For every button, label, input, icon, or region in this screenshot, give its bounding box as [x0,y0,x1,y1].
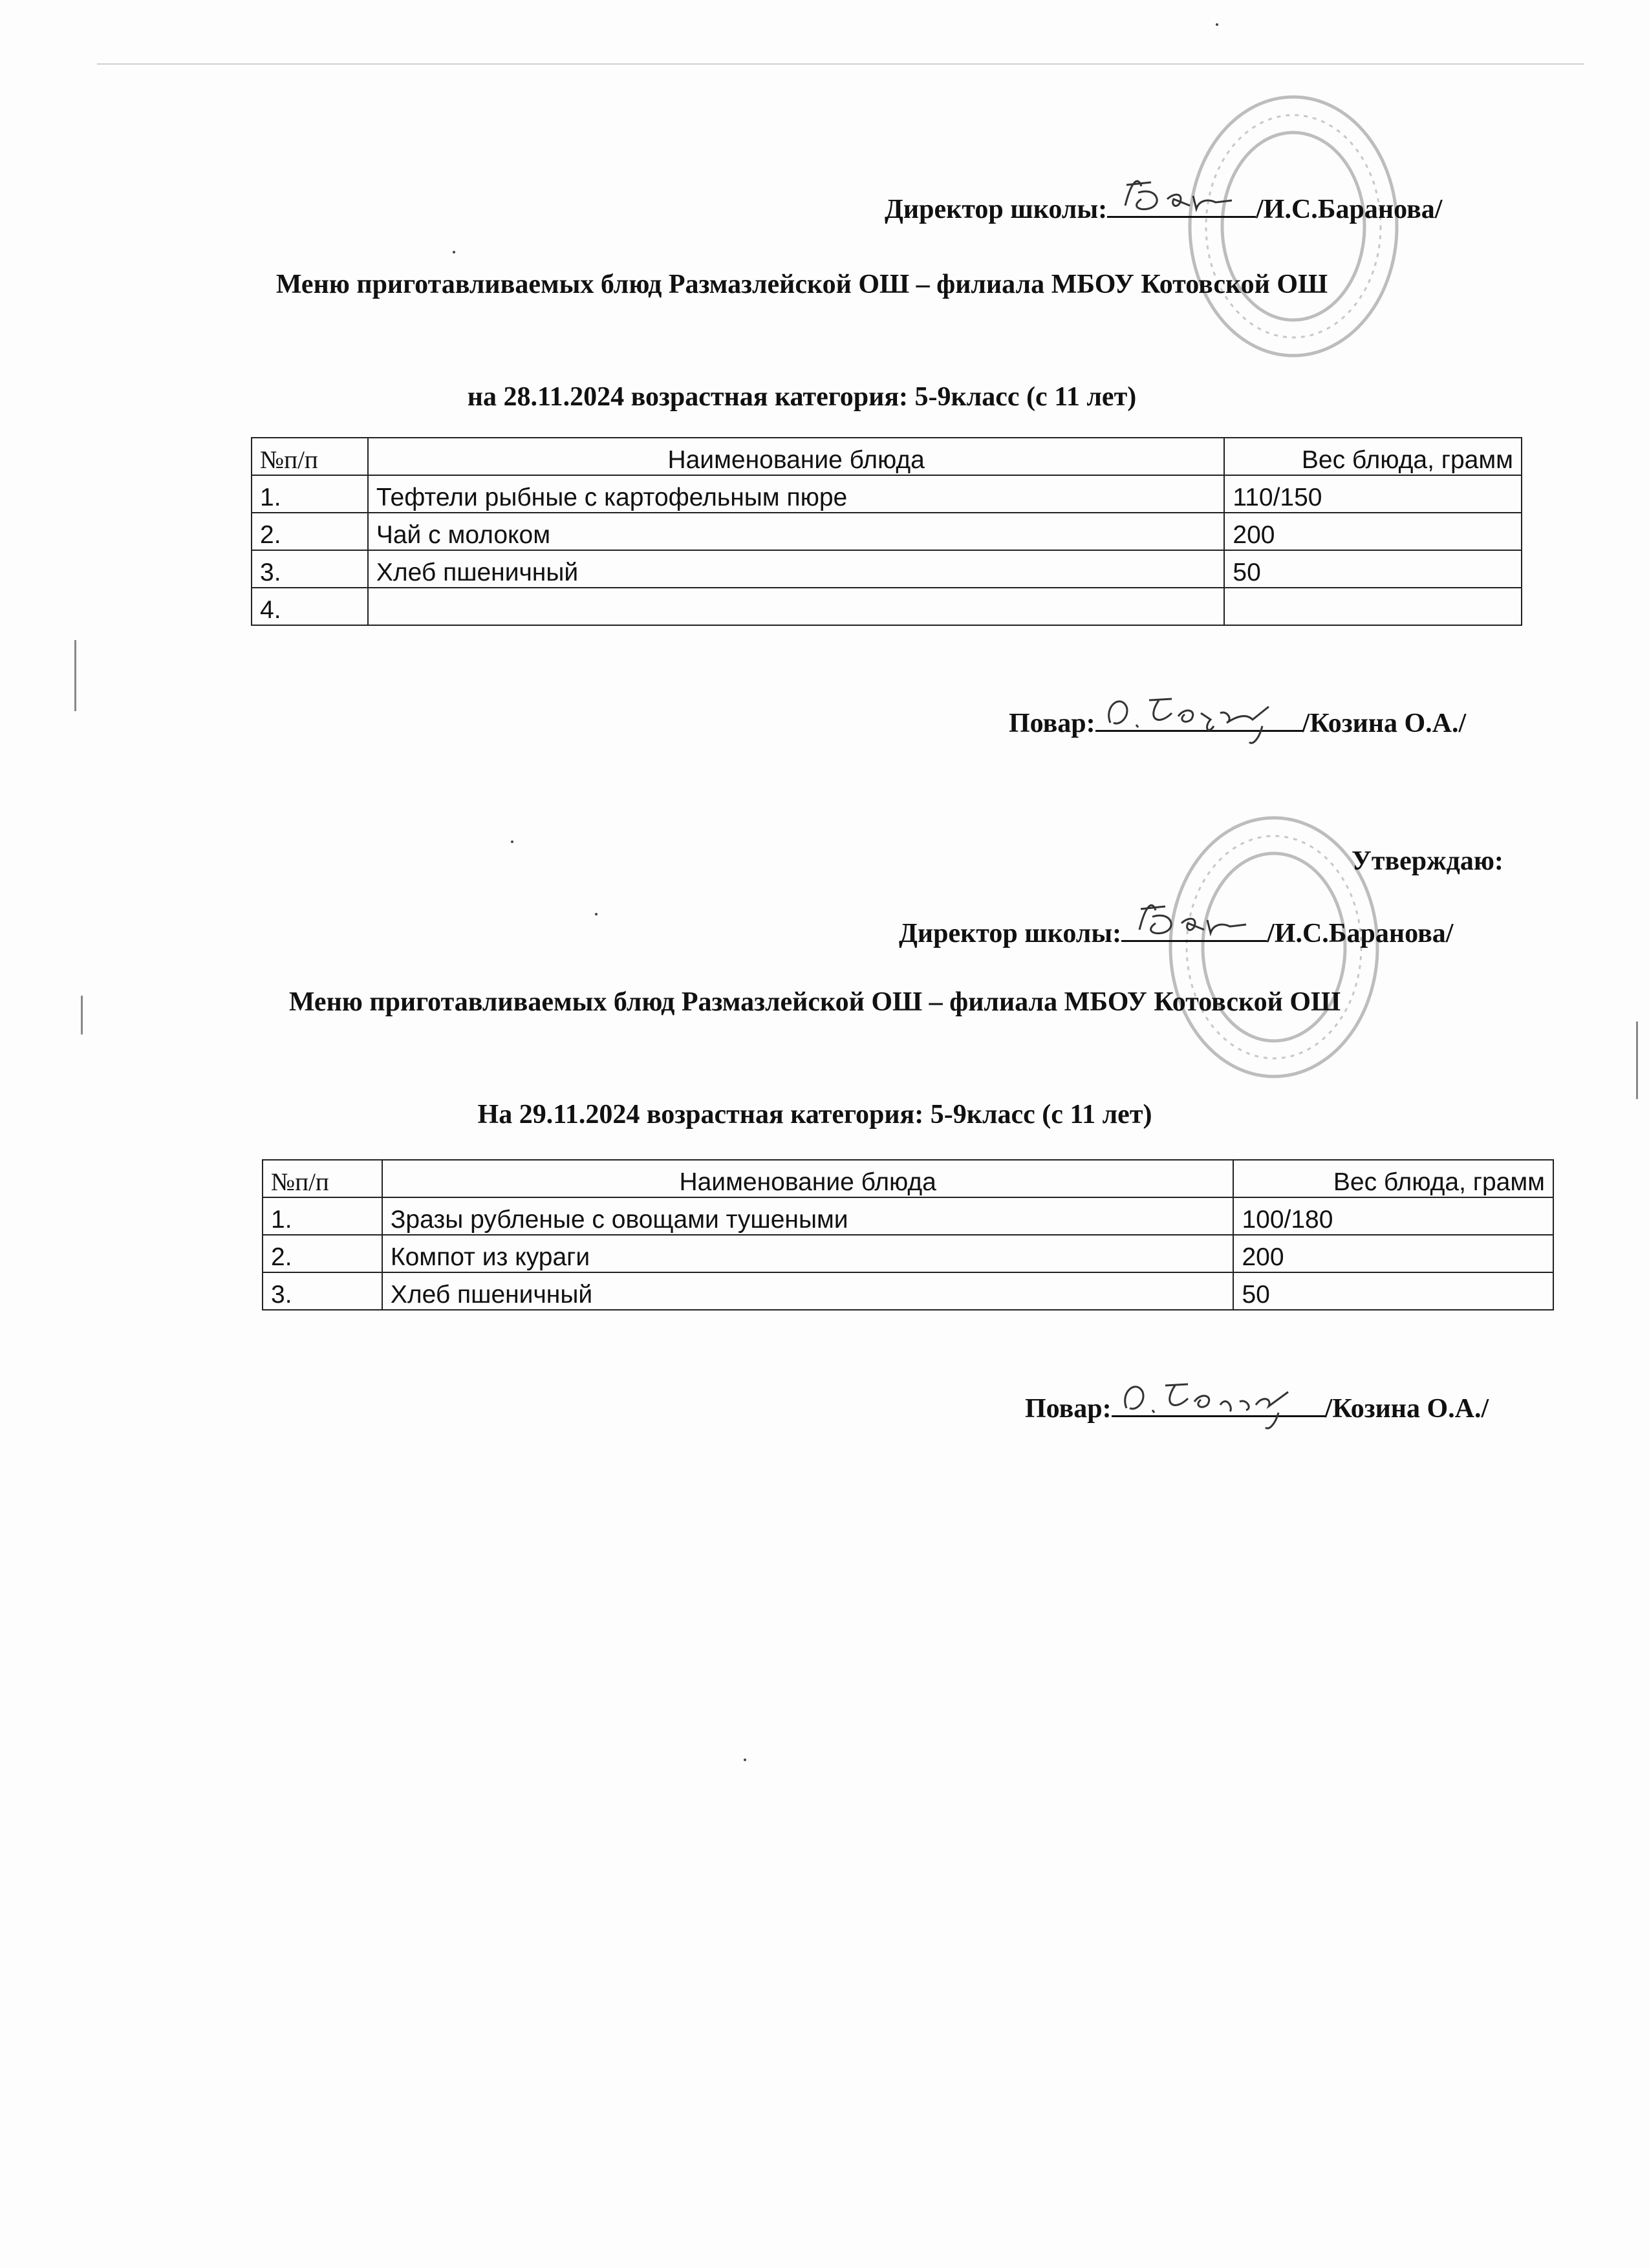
director-label: Директор школы: [885,195,1108,224]
header-weight: Вес блюда, грамм [1233,1160,1553,1197]
table-row [252,513,1522,550]
row-dish: Хлеб пшеничный [382,1272,1234,1310]
row-number: 4. [252,588,368,625]
director-name: /И.С.Баранова/ [1267,919,1454,948]
table-row [252,475,1522,513]
scan-edge-mark [1636,1022,1638,1099]
signature-blank [1121,918,1267,942]
menu-title: Меню приготавливаемых блюд Размазлейской ОШ – филиала МБОУ Котовской ОШ [288,987,1341,1017]
menu-date-subtitle: на 28.11.2024 возрастная категория: 5-9класс (с 11 лет) [467,382,1137,412]
header-number: №п/п [252,438,368,475]
header-number: №п/п [263,1160,382,1197]
row-weight: 50 [1233,1272,1553,1310]
row-dish: Зразы рубленые с овощами тушеными [382,1197,1234,1235]
director-name: /И.С.Баранова/ [1256,195,1443,224]
table-header-row [263,1160,1553,1197]
scan-speck [595,913,598,915]
row-dish [368,588,1225,625]
row-number: 1. [263,1197,382,1235]
row-weight: 50 [1224,550,1522,588]
row-number: 2. [263,1235,382,1272]
scan-edge-line [97,63,1584,65]
row-weight: 200 [1224,513,1522,550]
table-header-row [252,438,1522,475]
row-weight: 110/150 [1224,475,1522,513]
scan-speck [1216,23,1218,26]
cook-signature-line [1025,1393,1489,1424]
table-row [263,1272,1553,1310]
header-weight: Вес блюда, грамм [1224,438,1522,475]
row-weight: 200 [1233,1235,1553,1272]
scan-edge-mark [81,996,83,1034]
scan-speck [453,251,455,253]
signature-blank [1107,194,1256,218]
row-number: 3. [263,1272,382,1310]
scan-edge-mark [74,640,76,711]
scan-speck [744,1759,746,1761]
cook-label: Повар: [1009,709,1095,738]
menu-table [262,1159,1554,1311]
signature-blank [1095,708,1302,732]
menu-table [251,437,1522,626]
row-number: 1. [252,475,368,513]
cook-signature [1117,1373,1311,1431]
cook-name: /Козина О.А./ [1302,709,1467,738]
director-signature-line [899,918,1453,949]
cook-signature-line [1009,708,1466,739]
row-dish: Компот из кураги [382,1235,1234,1272]
signature-blank [1112,1393,1325,1417]
table-row [252,588,1522,625]
table-row [263,1197,1553,1235]
table-row [252,550,1522,588]
cook-signature [1101,687,1295,745]
row-dish: Тефтели рыбные с картофельным пюре [368,475,1225,513]
row-dish: Чай с молоком [368,513,1225,550]
header-dish-name: Наименование блюда [382,1160,1234,1197]
row-dish: Хлеб пшеничный [368,550,1225,588]
cook-name: /Козина О.А./ [1324,1394,1489,1424]
menu-date-subtitle: На 29.11.2024 возрастная категория: 5-9класс (с 11 лет) [477,1100,1152,1129]
row-number: 3. [252,550,368,588]
director-label: Директор школы: [899,919,1122,948]
cook-label: Повар: [1025,1394,1112,1424]
row-number: 2. [252,513,368,550]
director-signature [1126,897,1256,943]
school-stamp [1177,84,1410,369]
table-row [263,1235,1553,1272]
director-signature-line [885,194,1442,225]
approve-label: Утверждаю: [1352,846,1503,876]
menu-title: Меню приготавливаемых блюд Размазлейской ОШ – филиала МБОУ Котовской ОШ [275,270,1328,299]
row-weight [1224,588,1522,625]
header-dish-name: Наименование блюда [368,438,1225,475]
scan-speck [511,840,513,843]
row-weight: 100/180 [1233,1197,1553,1235]
director-signature [1112,173,1242,219]
